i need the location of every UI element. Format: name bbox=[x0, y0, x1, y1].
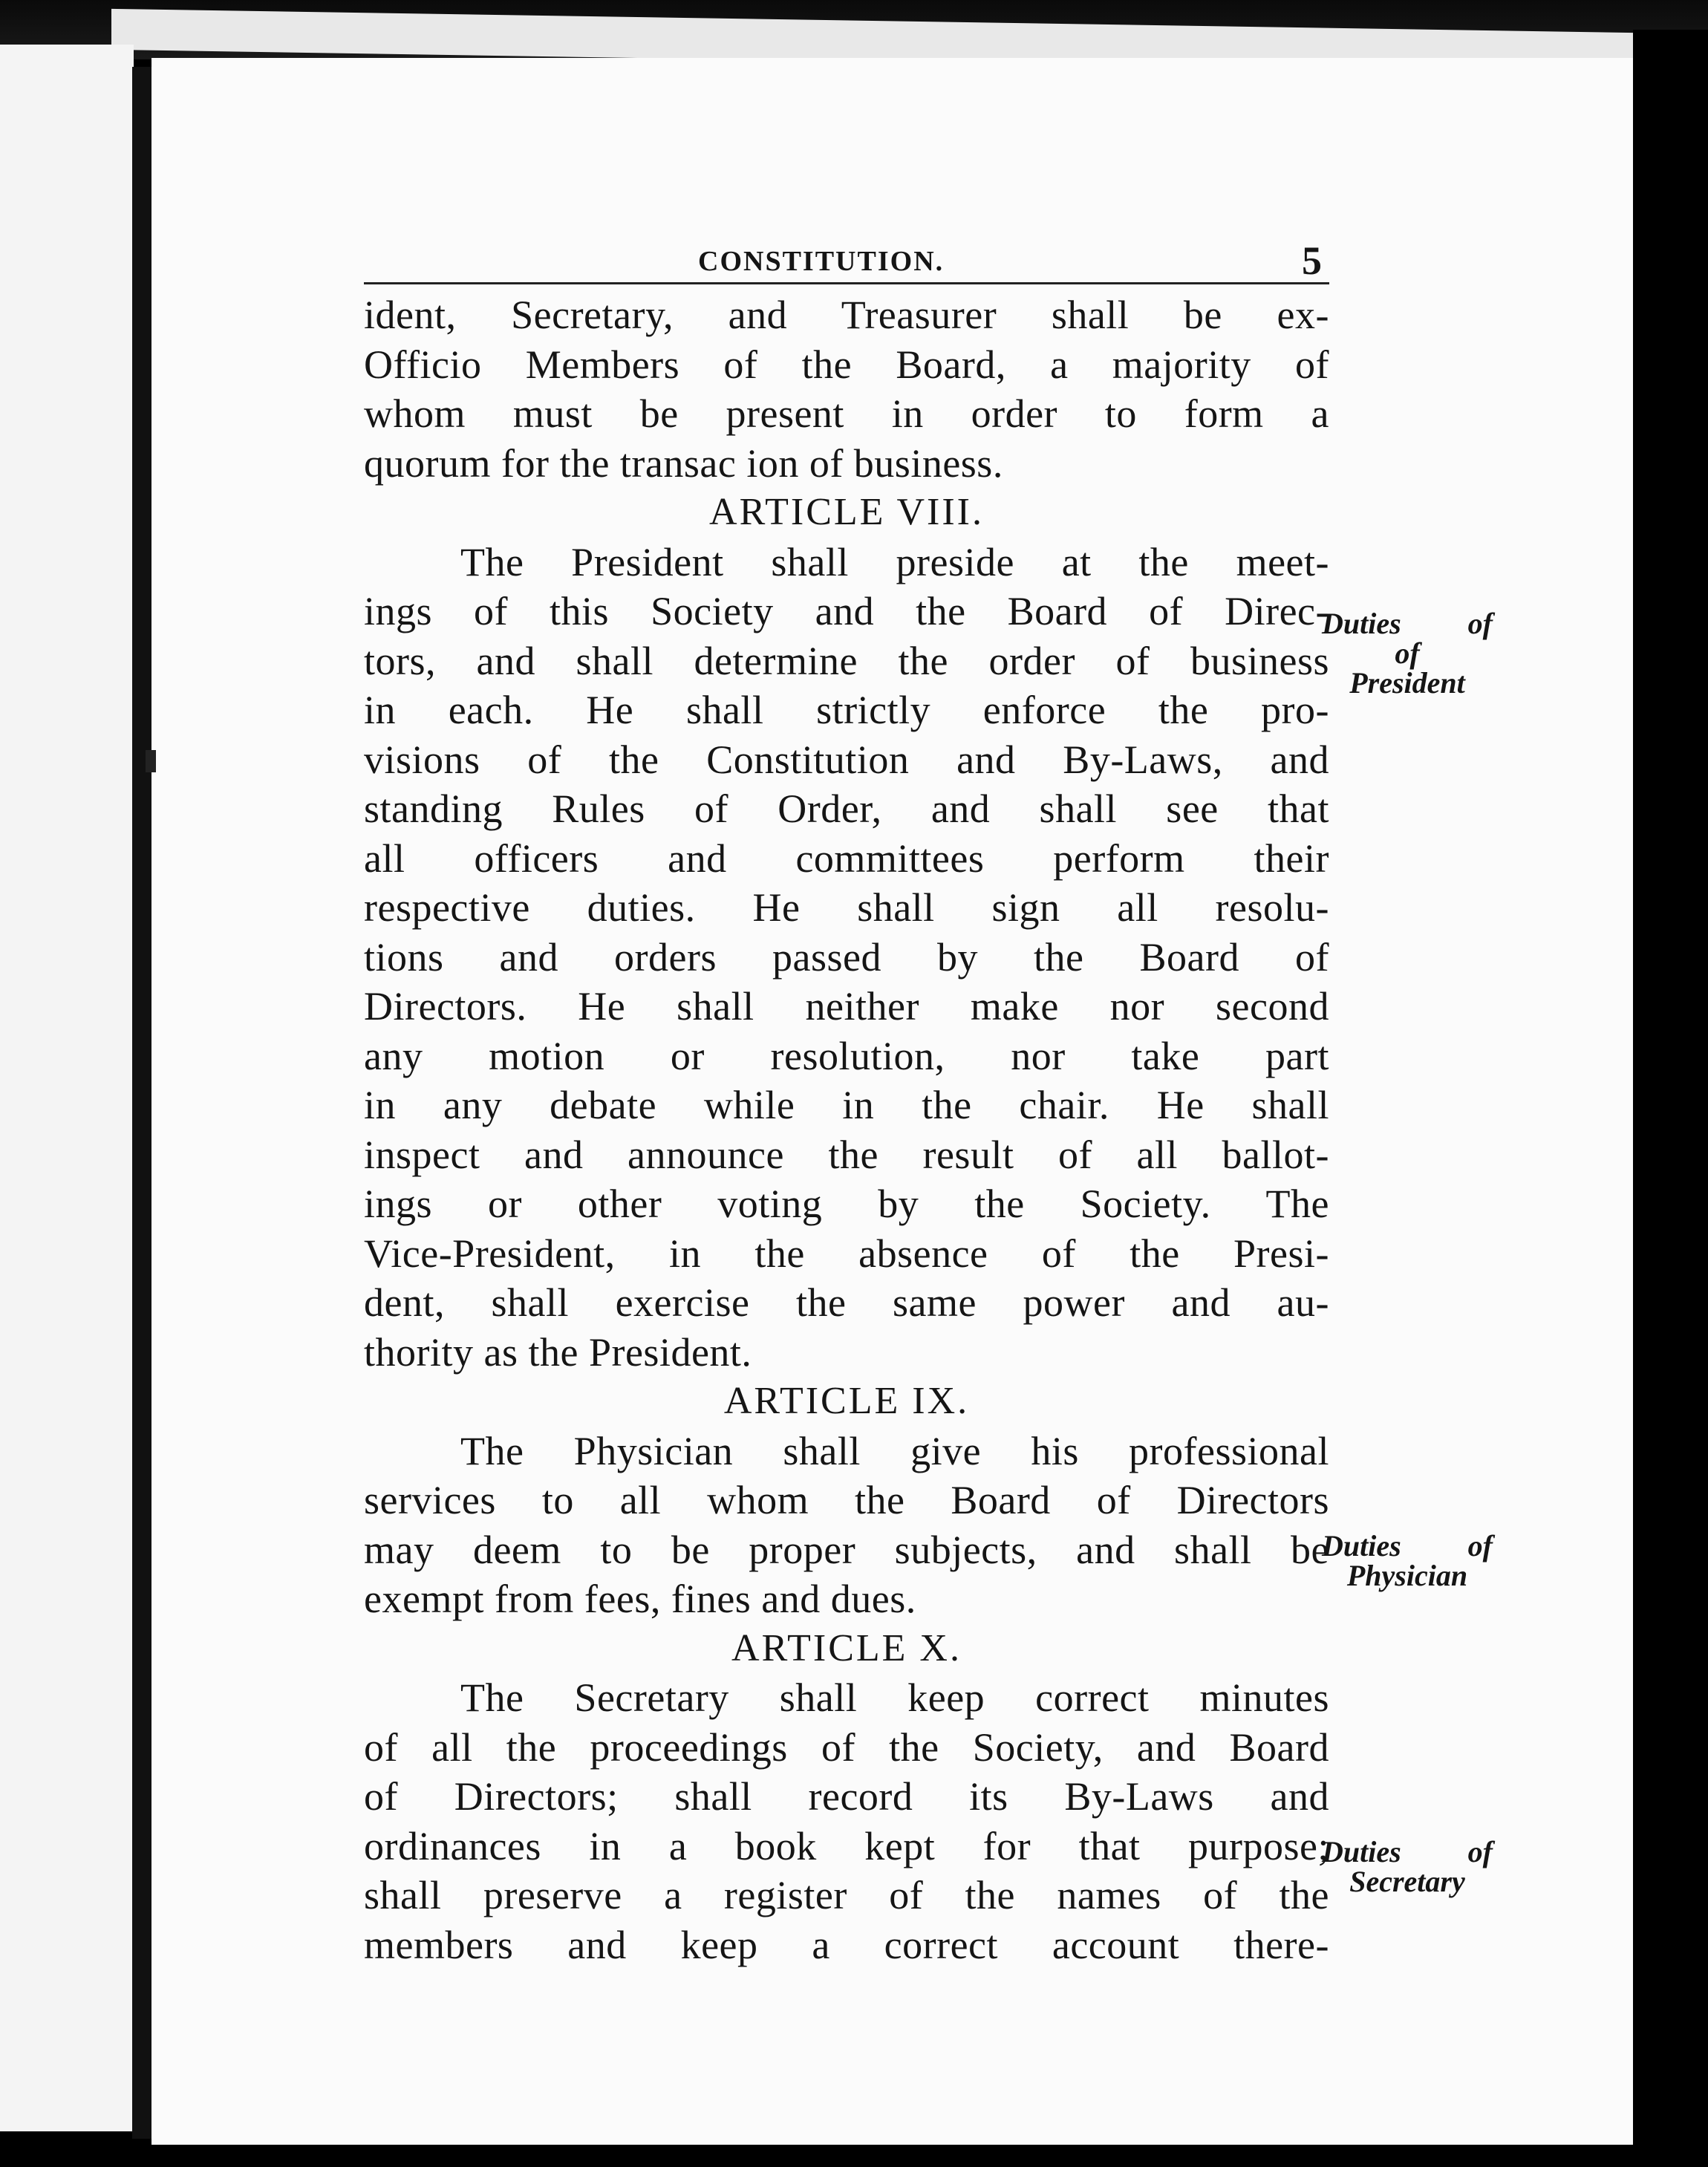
text-line: thority as the President. bbox=[364, 1329, 752, 1375]
right-edge bbox=[1633, 30, 1708, 2167]
text-line: any motion or resolution, nor take part bbox=[364, 1033, 1329, 1078]
text-line: inspect and announce the result of all ballot- bbox=[364, 1132, 1329, 1177]
text-line: of Directors; shall record its By-Laws and bbox=[364, 1774, 1329, 1819]
text-line: Vice-President, in the absence of the Presi- bbox=[364, 1231, 1329, 1276]
text-line: The President shall preside at the meet- bbox=[460, 539, 1329, 584]
spine-mark bbox=[146, 750, 156, 772]
text-line: tions and orders passed by the Board of bbox=[364, 934, 1329, 980]
binding-gutter bbox=[132, 67, 151, 2139]
text-line: may deem to be proper subjects, and shall be bbox=[364, 1527, 1329, 1572]
page-content bbox=[364, 238, 1493, 1969]
text-line: The Secretary shall keep correct minutes bbox=[460, 1675, 1329, 1720]
text-line: services to all whom the Board of Directors bbox=[364, 1478, 1329, 1522]
running-title: CONSTITUTION. bbox=[698, 246, 945, 277]
running-head bbox=[364, 238, 1329, 284]
text-line: shall preserve a register of the names of the bbox=[364, 1873, 1329, 1917]
text-line: Directors. He shall neither make nor second bbox=[364, 984, 1329, 1029]
text-line: whom must be present in order to form a bbox=[364, 391, 1329, 436]
margin-note-word: President bbox=[1349, 666, 1465, 700]
text-line: respective duties. He shall sign all resolu- bbox=[364, 885, 1329, 930]
text-line: exempt from fees, fines and dues. bbox=[364, 1577, 916, 1621]
text-line: Officio Members of the Board, a majority of bbox=[364, 342, 1329, 387]
text-line: in any debate while in the chair. He shall bbox=[364, 1083, 1329, 1127]
margin-note-word: of bbox=[1467, 1529, 1493, 1562]
page-number: 5 bbox=[1302, 238, 1322, 283]
margin-note-word: of bbox=[1395, 636, 1420, 670]
text-line: in each. He shall strictly enforce the pro- bbox=[364, 688, 1329, 732]
text-line: ings of this Society and the Board of Direc- bbox=[364, 589, 1329, 633]
margin-note-word: Duties bbox=[1322, 607, 1401, 640]
article-9-heading: ARTICLE IX. bbox=[723, 1380, 970, 1422]
margin-note-word: Physician bbox=[1346, 1559, 1468, 1592]
text-line: quorum for the transac ion of business. bbox=[364, 440, 1003, 486]
margin-note-word: of bbox=[1467, 1835, 1493, 1868]
text-line: standing Rules of Order, and shall see that bbox=[364, 786, 1329, 831]
margin-note-word: Duties bbox=[1322, 1835, 1401, 1868]
article-10-heading: ARTICLE X. bbox=[731, 1626, 962, 1669]
margin-note-word: of bbox=[1467, 607, 1493, 640]
text-line: ident, Secretary, and Treasurer shall be ex- bbox=[364, 293, 1329, 337]
margin-note-secretary bbox=[1322, 1837, 1493, 1897]
text-line: The Physician shall give his professional bbox=[460, 1428, 1329, 1473]
text-line: dent, shall exercise the same power and au- bbox=[364, 1280, 1329, 1325]
text-line: visions of the Constitution and By-Laws, and bbox=[364, 737, 1329, 782]
body-text bbox=[364, 290, 1329, 1969]
text-line: tors, and shall determine the order of business bbox=[364, 638, 1329, 683]
text-line: ordinances in a book kept for that purpose; bbox=[364, 1823, 1329, 1868]
left-page-sliver bbox=[0, 45, 134, 2131]
article-8-heading: ARTICLE VIII. bbox=[709, 491, 984, 533]
margin-note-physician bbox=[1322, 1531, 1493, 1591]
text-line: all officers and committees perform their bbox=[364, 835, 1329, 881]
text-line: ings or other voting by the Society. The bbox=[364, 1182, 1329, 1226]
text-line: members and keep a correct account there- bbox=[364, 1922, 1329, 1967]
margin-note-president bbox=[1322, 609, 1493, 698]
margin-note-word: Secretary bbox=[1349, 1865, 1465, 1898]
text-line: of all the proceedings of the Society, and Board bbox=[364, 1724, 1329, 1770]
margin-note-word: Duties bbox=[1322, 1529, 1401, 1562]
